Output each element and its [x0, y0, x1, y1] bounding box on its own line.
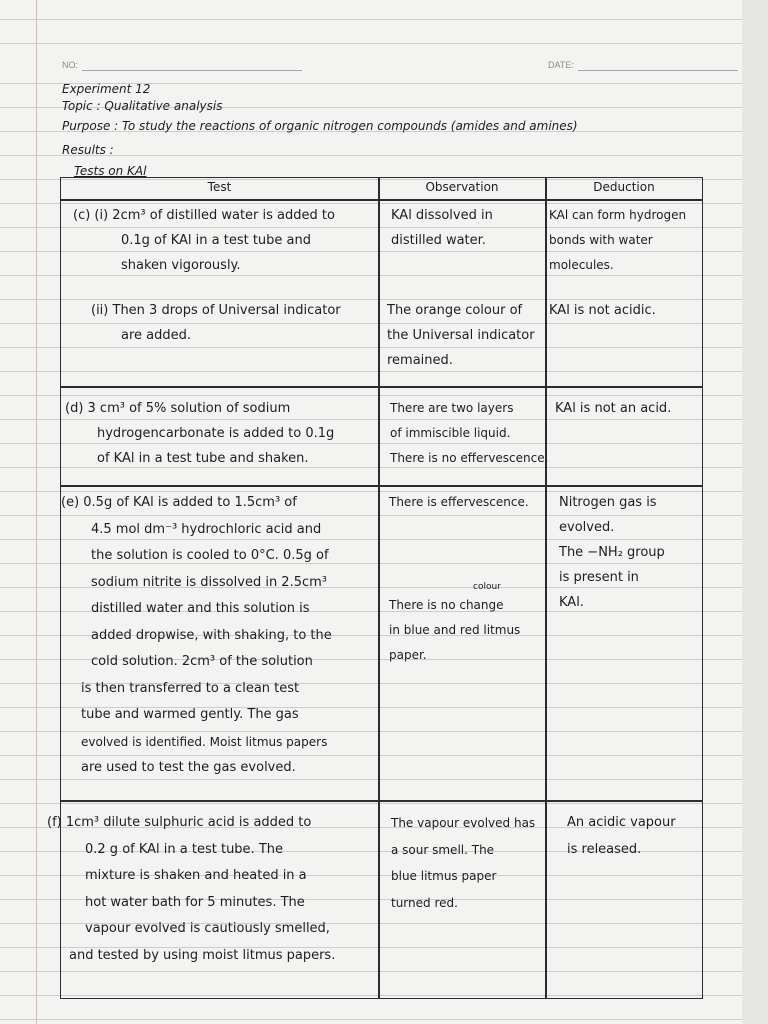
column-header-observation: Observation	[425, 180, 499, 194]
date-label: DATE:	[548, 60, 574, 70]
text-line: evolved.	[559, 520, 615, 535]
text-line: in blue and red litmus	[389, 623, 521, 637]
text-line: of KAl in a test tube and shaken.	[97, 451, 309, 466]
text-line: hot water bath for 5 minutes. The	[85, 894, 305, 910]
row-divider	[61, 386, 702, 388]
text-line: hydrogencarbonate is added to 0.1g	[97, 426, 335, 441]
results-table	[47, 177, 703, 999]
text-line: An acidic vapour	[567, 815, 676, 830]
inserted-word: colour	[473, 582, 501, 592]
column-header-test: Test	[207, 180, 232, 194]
text-line: mixture is shaken and heated in a	[85, 868, 307, 883]
no-line	[82, 70, 302, 71]
column-header-deduction: Deduction	[593, 180, 655, 194]
text-line: blue litmus paper	[391, 869, 497, 883]
text-line: The −NH₂ group	[559, 545, 665, 560]
text-line: the Universal indicator	[387, 328, 535, 343]
observation-cell	[389, 593, 520, 668]
text-line: There is no effervescence.	[390, 451, 549, 465]
text-line: shaken vigorously.	[121, 258, 241, 273]
text-line: (c) (i) 2cm³ of distilled water is added to	[73, 208, 335, 223]
header-divider	[61, 199, 702, 201]
text-line: 0.1g of KAl in a test tube and	[121, 233, 312, 248]
text-line: (d) 3 cm³ of 5% solution of sodium	[65, 401, 291, 416]
text-line: vapour evolved is cautiously smelled,	[85, 921, 330, 936]
text-line: remained.	[387, 353, 453, 368]
deduction-cell	[555, 396, 671, 421]
text-line: Nitrogen gas is	[559, 495, 657, 510]
tests-on-heading: Tests on KAl	[74, 164, 147, 178]
page-edge	[742, 0, 768, 1024]
text-line: The vapour evolved has	[391, 816, 536, 830]
text-line: 4.5 mol dm⁻³ hydrochloric acid and	[91, 521, 322, 537]
deduction-cell	[559, 490, 665, 615]
text-line: and tested by using moist litmus papers.	[69, 947, 336, 963]
text-line: There are two layers	[390, 401, 514, 415]
text-line: sodium nitrite is dissolved in 2.5cm³	[91, 574, 328, 590]
text-line: KAl dissolved in	[391, 208, 493, 223]
text-line: The orange colour of	[387, 303, 523, 318]
deduction-cell	[549, 298, 656, 323]
results-heading: Results :	[62, 143, 114, 157]
text-line: KAl is not acidic.	[549, 303, 656, 318]
experiment-title: Experiment 12	[62, 82, 151, 96]
text-line: is released.	[567, 841, 642, 857]
test-cell	[47, 810, 335, 969]
observation-cell	[389, 490, 529, 515]
text-line: added dropwise, with shaking, to the	[91, 627, 332, 643]
text-line: are used to test the gas evolved.	[81, 760, 296, 775]
test-cell	[65, 396, 334, 471]
purpose-line: Purpose : To study the reactions of organic nitrogen compounds (amides and amines)	[62, 119, 578, 133]
observation-cell	[391, 203, 493, 253]
text-line: evolved is identified. Moist litmus papers	[81, 734, 328, 749]
text-line: are added.	[121, 328, 192, 343]
text-line: KAl.	[559, 595, 584, 610]
text-line: a sour smell. The	[391, 842, 495, 857]
deduction-cell	[567, 810, 676, 863]
observation-cell	[390, 396, 548, 471]
text-line: molecules.	[549, 258, 614, 272]
column-divider	[545, 178, 547, 998]
text-line: cold solution. 2cm³ of the solution	[91, 654, 313, 669]
text-line: is present in	[559, 570, 639, 585]
text-line: There is no change	[389, 598, 504, 612]
test-cell	[73, 203, 335, 278]
text-line: the solution is cooled to 0°C. 0.5g of	[91, 548, 329, 563]
test-cell	[61, 490, 332, 782]
text-line: (ii) Then 3 drops of Universal indicator	[91, 303, 341, 318]
text-line: turned red.	[391, 895, 458, 910]
text-line: of immiscible liquid.	[390, 426, 511, 440]
deduction-cell	[549, 203, 686, 278]
text-line: KAl can form hydrogen	[549, 208, 687, 222]
text-line: paper.	[389, 648, 427, 662]
observation-cell	[387, 298, 535, 373]
text-line: distilled water.	[391, 233, 486, 248]
text-line: (f) 1cm³ dilute sulphuric acid is added to	[47, 815, 312, 830]
text-line: (e) 0.5g of KAl is added to 1.5cm³ of	[61, 495, 297, 510]
text-line: There is effervescence.	[389, 495, 529, 509]
margin-line	[36, 0, 37, 1024]
test-cell	[91, 298, 341, 348]
text-line: is then transferred to a clean test	[81, 680, 300, 696]
text-line: tube and warmed gently. The gas	[81, 707, 299, 722]
text-line: KAl is not an acid.	[555, 401, 672, 416]
row-divider	[61, 485, 702, 487]
text-line: 0.2 g of KAl in a test tube. The	[85, 841, 283, 857]
no-label: NO:	[62, 60, 79, 70]
text-line: distilled water and this solution is	[91, 601, 310, 616]
observation-cell	[391, 810, 535, 916]
column-divider	[378, 178, 380, 998]
topic-line: Topic : Qualitative analysis	[62, 99, 223, 113]
text-line: bonds with water	[549, 233, 653, 247]
date-line	[578, 70, 738, 71]
row-divider	[61, 800, 702, 802]
